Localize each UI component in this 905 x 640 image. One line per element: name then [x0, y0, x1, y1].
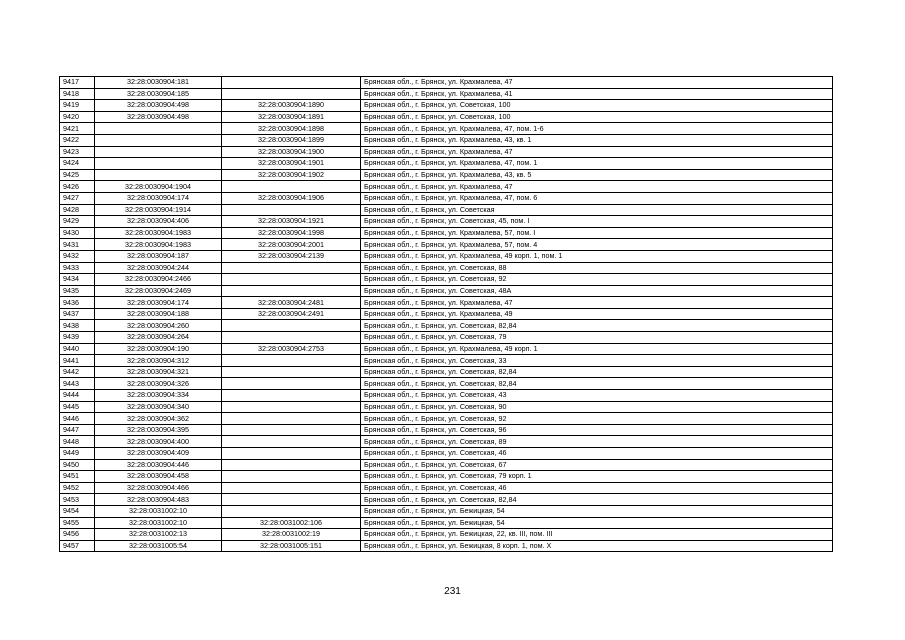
object-cadastral-number-cell: [222, 482, 361, 494]
object-cadastral-number-cell: [222, 448, 361, 460]
address-cell: Брянская обл., г. Брянск, ул. Крахмалева, 57, пом. I: [361, 227, 833, 239]
cadastral-number-cell: 32:28:0031005:54: [95, 540, 222, 552]
address-cell: Брянская обл., г. Брянск, ул. Крахмалева, 43, кв. 5: [361, 169, 833, 181]
cadastral-number-cell: 32:28:0030904:264: [95, 332, 222, 344]
address-cell: Брянская обл., г. Брянск, ул. Советская, 46: [361, 448, 833, 460]
address-cell: Брянская обл., г. Брянск, ул. Крахмалева, 47, пом. 1-6: [361, 123, 833, 135]
table-row: [60, 123, 833, 135]
object-cadastral-number-cell: [222, 355, 361, 367]
table-row: [60, 529, 833, 541]
table-row: [60, 505, 833, 517]
table-row: [60, 158, 833, 170]
row-number-cell: 9456: [60, 529, 95, 541]
row-number-cell: 9436: [60, 297, 95, 309]
table-row: [60, 378, 833, 390]
row-number-cell: 9433: [60, 262, 95, 274]
row-number-cell: 9429: [60, 216, 95, 228]
object-cadastral-number-cell: [222, 204, 361, 216]
cadastral-number-cell: 32:28:0030904:260: [95, 320, 222, 332]
object-cadastral-number-cell: [222, 274, 361, 286]
cadastral-number-cell: 32:28:0030904:1983: [95, 227, 222, 239]
address-cell: Брянская обл., г. Брянск, ул. Советская, 33: [361, 355, 833, 367]
address-cell: Брянская обл., г. Брянск, ул. Советская, 100: [361, 100, 833, 112]
table-row: [60, 390, 833, 402]
cadastral-number-cell: [95, 158, 222, 170]
cadastral-number-cell: 32:28:0030904:174: [95, 192, 222, 204]
object-cadastral-number-cell: 32:28:0030904:1899: [222, 134, 361, 146]
row-number-cell: 9419: [60, 100, 95, 112]
row-number-cell: 9457: [60, 540, 95, 552]
row-number-cell: 9452: [60, 482, 95, 494]
table-row: [60, 320, 833, 332]
row-number-cell: 9438: [60, 320, 95, 332]
address-cell: Брянская обл., г. Брянск, ул. Крахмалева, 49 корп. 1: [361, 343, 833, 355]
row-number-cell: 9440: [60, 343, 95, 355]
cadastral-number-cell: 32:28:0030904:190: [95, 343, 222, 355]
row-number-cell: 9425: [60, 169, 95, 181]
object-cadastral-number-cell: [222, 471, 361, 483]
cadastral-number-cell: 32:28:0030904:181: [95, 77, 222, 89]
object-cadastral-number-cell: [222, 436, 361, 448]
cadastral-number-cell: 32:28:0030904:1914: [95, 204, 222, 216]
object-cadastral-number-cell: [222, 332, 361, 344]
cadastral-number-cell: 32:28:0031002:10: [95, 517, 222, 529]
table-row: [60, 297, 833, 309]
object-cadastral-number-cell: [222, 413, 361, 425]
cadastral-number-cell: 32:28:0031002:10: [95, 505, 222, 517]
cadastral-number-cell: [95, 169, 222, 181]
address-cell: Брянская обл., г. Брянск, ул. Бежицкая, 8 корп. 1, пом. X: [361, 540, 833, 552]
object-cadastral-number-cell: [222, 378, 361, 390]
table-row: [60, 88, 833, 100]
object-cadastral-number-cell: [222, 459, 361, 471]
address-cell: Брянская обл., г. Брянск, ул. Советская, 82,84: [361, 378, 833, 390]
cadastral-number-cell: [95, 146, 222, 158]
address-cell: Брянская обл., г. Брянск, ул. Крахмалева, 47, пом. 1: [361, 158, 833, 170]
cadastral-number-cell: [95, 123, 222, 135]
address-cell: Брянская обл., г. Брянск, ул. Крахмалева, 57, пом. 4: [361, 239, 833, 251]
cadastral-number-cell: 32:28:0030904:2466: [95, 274, 222, 286]
row-number-cell: 9453: [60, 494, 95, 506]
table-row: [60, 355, 833, 367]
row-number-cell: 9451: [60, 471, 95, 483]
cadastral-number-cell: 32:28:0030904:188: [95, 308, 222, 320]
address-cell: Брянская обл., г. Брянск, ул. Советская: [361, 204, 833, 216]
cadastral-number-cell: 32:28:0030904:321: [95, 366, 222, 378]
row-number-cell: 9439: [60, 332, 95, 344]
table-row: [60, 494, 833, 506]
address-cell: Брянская обл., г. Брянск, ул. Советская, 92: [361, 274, 833, 286]
row-number-cell: 9434: [60, 274, 95, 286]
object-cadastral-number-cell: 32:28:0030904:1891: [222, 111, 361, 123]
cadastral-number-cell: 32:28:0030904:334: [95, 390, 222, 402]
object-cadastral-number-cell: 32:28:0030904:2139: [222, 250, 361, 262]
row-number-cell: 9454: [60, 505, 95, 517]
cadastral-number-cell: 32:28:0030904:406: [95, 216, 222, 228]
object-cadastral-number-cell: [222, 505, 361, 517]
cadastral-number-cell: 32:28:0030904:174: [95, 297, 222, 309]
table-row: [60, 192, 833, 204]
address-cell: Брянская обл., г. Брянск, ул. Советская, 96: [361, 424, 833, 436]
row-number-cell: 9446: [60, 413, 95, 425]
address-cell: Брянская обл., г. Брянск, ул. Советская, 67: [361, 459, 833, 471]
cadastral-number-cell: 32:28:0030904:498: [95, 100, 222, 112]
object-cadastral-number-cell: [222, 424, 361, 436]
object-cadastral-number-cell: [222, 390, 361, 402]
address-cell: Брянская обл., г. Брянск, ул. Советская, 82,84: [361, 494, 833, 506]
cadastral-number-cell: 32:28:0030904:340: [95, 401, 222, 413]
cadastral-number-cell: 32:28:0030904:1983: [95, 239, 222, 251]
row-number-cell: 9442: [60, 366, 95, 378]
object-cadastral-number-cell: 32:28:0030904:1898: [222, 123, 361, 135]
row-number-cell: 9431: [60, 239, 95, 251]
row-number-cell: 9447: [60, 424, 95, 436]
object-cadastral-number-cell: 32:28:0031002:106: [222, 517, 361, 529]
object-cadastral-number-cell: 32:28:0030904:1901: [222, 158, 361, 170]
address-cell: Брянская обл., г. Брянск, ул. Советская, 43: [361, 390, 833, 402]
cadastral-number-cell: 32:28:0030904:458: [95, 471, 222, 483]
table-row: [60, 146, 833, 158]
cadastral-number-cell: 32:28:0030904:362: [95, 413, 222, 425]
table-row: [60, 204, 833, 216]
row-number-cell: 9449: [60, 448, 95, 460]
address-cell: Брянская обл., г. Брянск, ул. Крахмалева, 47: [361, 297, 833, 309]
registry-table: [59, 76, 833, 552]
address-cell: Брянская обл., г. Брянск, ул. Крахмалева, 47: [361, 146, 833, 158]
table-row: [60, 401, 833, 413]
address-cell: Брянская обл., г. Брянск, ул. Бежицкая, 54: [361, 517, 833, 529]
object-cadastral-number-cell: [222, 320, 361, 332]
cadastral-number-cell: 32:28:0030904:498: [95, 111, 222, 123]
table-row: [60, 517, 833, 529]
row-number-cell: 9420: [60, 111, 95, 123]
row-number-cell: 9435: [60, 285, 95, 297]
table-row: [60, 482, 833, 494]
row-number-cell: 9421: [60, 123, 95, 135]
object-cadastral-number-cell: [222, 262, 361, 274]
address-cell: Брянская обл., г. Брянск, ул. Советская, 46: [361, 482, 833, 494]
address-cell: Брянская обл., г. Брянск, ул. Советская, 79: [361, 332, 833, 344]
address-cell: Брянская обл., г. Брянск, ул. Бежицкая, 22, кв. III, пом. III: [361, 529, 833, 541]
table-row: [60, 100, 833, 112]
table-row: [60, 227, 833, 239]
address-cell: Брянская обл., г. Брянск, ул. Крахмалева, 49: [361, 308, 833, 320]
object-cadastral-number-cell: 32:28:0030904:2481: [222, 297, 361, 309]
row-number-cell: 9448: [60, 436, 95, 448]
cadastral-number-cell: 32:28:0030904:244: [95, 262, 222, 274]
row-number-cell: 9441: [60, 355, 95, 367]
cadastral-number-cell: 32:28:0030904:187: [95, 250, 222, 262]
object-cadastral-number-cell: 32:28:0031002:19: [222, 529, 361, 541]
cadastral-number-cell: 32:28:0030904:400: [95, 436, 222, 448]
object-cadastral-number-cell: [222, 366, 361, 378]
registry-table-body: [60, 77, 833, 552]
table-row: [60, 134, 833, 146]
address-cell: Брянская обл., г. Брянск, ул. Советская, 100: [361, 111, 833, 123]
object-cadastral-number-cell: [222, 88, 361, 100]
table-row: [60, 436, 833, 448]
address-cell: Брянская обл., г. Брянск, ул. Крахмалева, 47, пом. 6: [361, 192, 833, 204]
row-number-cell: 9422: [60, 134, 95, 146]
row-number-cell: 9424: [60, 158, 95, 170]
row-number-cell: 9443: [60, 378, 95, 390]
object-cadastral-number-cell: [222, 77, 361, 89]
table-row: [60, 424, 833, 436]
address-cell: Брянская обл., г. Брянск, ул. Советская, 79 корп. 1: [361, 471, 833, 483]
address-cell: Брянская обл., г. Брянск, ул. Советская, 45, пом. I: [361, 216, 833, 228]
cadastral-number-cell: 32:28:0030904:326: [95, 378, 222, 390]
cadastral-number-cell: 32:28:0030904:2469: [95, 285, 222, 297]
row-number-cell: 9426: [60, 181, 95, 193]
object-cadastral-number-cell: [222, 401, 361, 413]
cadastral-number-cell: 32:28:0030904:483: [95, 494, 222, 506]
address-cell: Брянская обл., г. Брянск, ул. Крахмалева, 49 корп. 1, пом. 1: [361, 250, 833, 262]
table-row: [60, 366, 833, 378]
row-number-cell: 9445: [60, 401, 95, 413]
address-cell: Брянская обл., г. Брянск, ул. Советская, 90: [361, 401, 833, 413]
cadastral-number-cell: 32:28:0030904:466: [95, 482, 222, 494]
table-row: [60, 262, 833, 274]
row-number-cell: 9432: [60, 250, 95, 262]
object-cadastral-number-cell: 32:28:0030904:1998: [222, 227, 361, 239]
address-cell: Брянская обл., г. Брянск, ул. Советская, 48А: [361, 285, 833, 297]
cadastral-number-cell: 32:28:0031002:13: [95, 529, 222, 541]
address-cell: Брянская обл., г. Брянск, ул. Советская, 82,84: [361, 366, 833, 378]
address-cell: Брянская обл., г. Брянск, ул. Крахмалева, 47: [361, 77, 833, 89]
table-row: [60, 181, 833, 193]
address-cell: Брянская обл., г. Брянск, ул. Советская, 89: [361, 436, 833, 448]
cadastral-number-cell: 32:28:0030904:409: [95, 448, 222, 460]
table-row: [60, 111, 833, 123]
object-cadastral-number-cell: 32:28:0031005:151: [222, 540, 361, 552]
table-row: [60, 413, 833, 425]
table-row: [60, 308, 833, 320]
table-row: [60, 459, 833, 471]
table-row: [60, 250, 833, 262]
address-cell: Брянская обл., г. Брянск, ул. Крахмалева, 41: [361, 88, 833, 100]
address-cell: Брянская обл., г. Брянск, ул. Бежицкая, 54: [361, 505, 833, 517]
row-number-cell: 9430: [60, 227, 95, 239]
object-cadastral-number-cell: 32:28:0030904:1890: [222, 100, 361, 112]
row-number-cell: 9444: [60, 390, 95, 402]
cadastral-number-cell: 32:28:0030904:185: [95, 88, 222, 100]
row-number-cell: 9417: [60, 77, 95, 89]
row-number-cell: 9437: [60, 308, 95, 320]
cadastral-number-cell: [95, 134, 222, 146]
table-row: [60, 332, 833, 344]
object-cadastral-number-cell: [222, 285, 361, 297]
object-cadastral-number-cell: 32:28:0030904:1906: [222, 192, 361, 204]
object-cadastral-number-cell: [222, 181, 361, 193]
address-cell: Брянская обл., г. Брянск, ул. Советская, 92: [361, 413, 833, 425]
cadastral-number-cell: 32:28:0030904:312: [95, 355, 222, 367]
object-cadastral-number-cell: 32:28:0030904:1900: [222, 146, 361, 158]
row-number-cell: 9428: [60, 204, 95, 216]
row-number-cell: 9423: [60, 146, 95, 158]
table-row: [60, 77, 833, 89]
address-cell: Брянская обл., г. Брянск, ул. Советская, 88: [361, 262, 833, 274]
row-number-cell: 9455: [60, 517, 95, 529]
table-row: [60, 540, 833, 552]
object-cadastral-number-cell: 32:28:0030904:1902: [222, 169, 361, 181]
row-number-cell: 9450: [60, 459, 95, 471]
table-row: [60, 239, 833, 251]
table-row: [60, 471, 833, 483]
cadastral-number-cell: 32:28:0030904:395: [95, 424, 222, 436]
table-row: [60, 274, 833, 286]
row-number-cell: 9418: [60, 88, 95, 100]
row-number-cell: 9427: [60, 192, 95, 204]
object-cadastral-number-cell: 32:28:0030904:2753: [222, 343, 361, 355]
object-cadastral-number-cell: 32:28:0030904:2001: [222, 239, 361, 251]
object-cadastral-number-cell: 32:28:0030904:1921: [222, 216, 361, 228]
object-cadastral-number-cell: [222, 494, 361, 506]
table-row: [60, 285, 833, 297]
address-cell: Брянская обл., г. Брянск, ул. Советская, 82,84: [361, 320, 833, 332]
object-cadastral-number-cell: 32:28:0030904:2491: [222, 308, 361, 320]
cadastral-number-cell: 32:28:0030904:1904: [95, 181, 222, 193]
address-cell: Брянская обл., г. Брянск, ул. Крахмалева, 43, кв. 1: [361, 134, 833, 146]
address-cell: Брянская обл., г. Брянск, ул. Крахмалева, 47: [361, 181, 833, 193]
table-row: [60, 169, 833, 181]
table-row: [60, 343, 833, 355]
page-number: 231: [444, 586, 461, 597]
table-row: [60, 448, 833, 460]
table-row: [60, 216, 833, 228]
cadastral-number-cell: 32:28:0030904:446: [95, 459, 222, 471]
